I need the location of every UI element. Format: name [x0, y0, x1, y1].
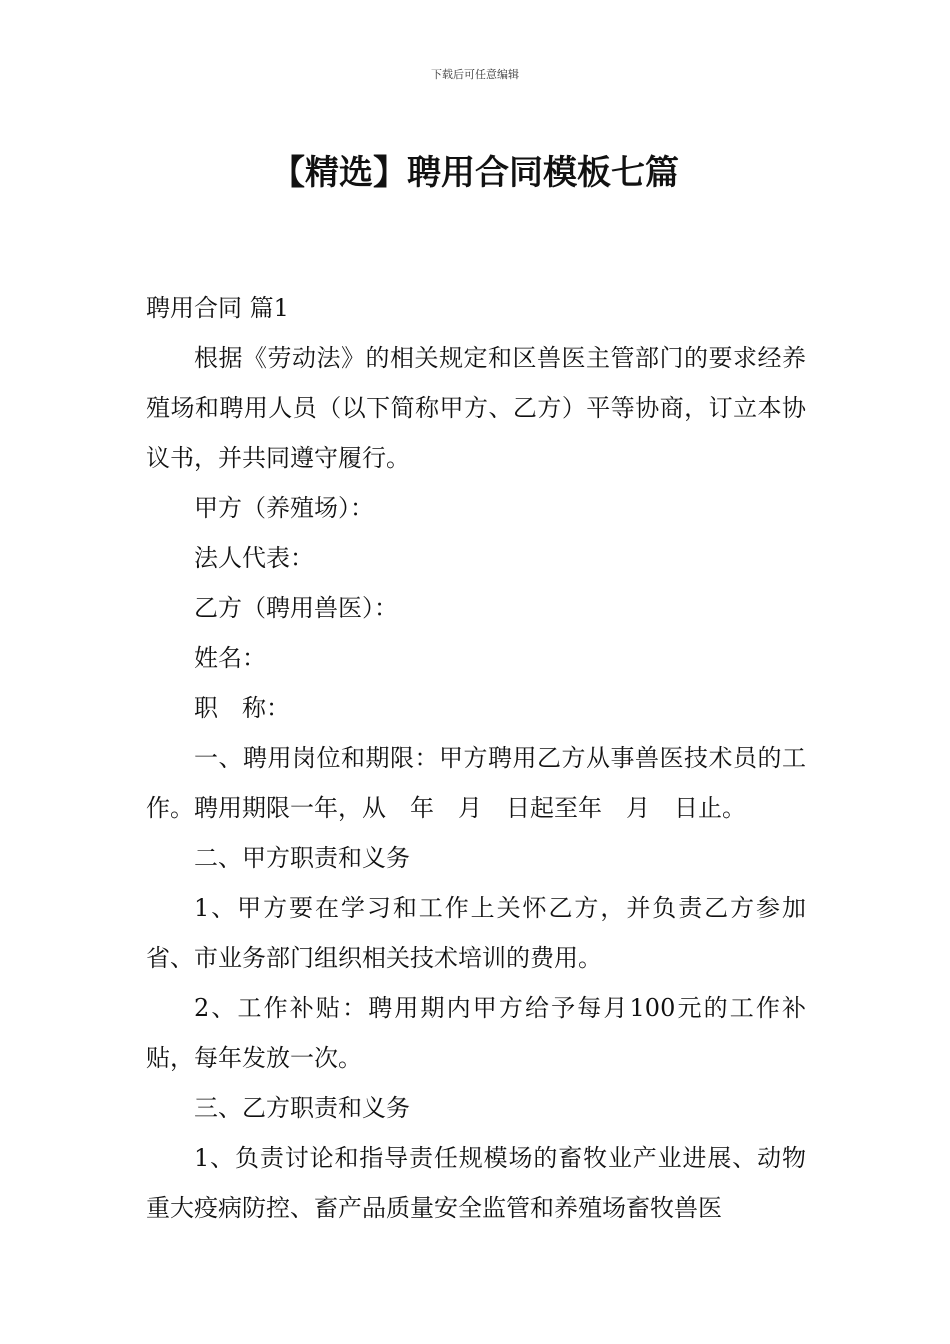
clause-party-a-item-2: 2、工作补贴：聘用期内甲方给予每月100元的工作补贴，每年发放一次。 — [146, 994, 806, 1072]
title-label: 职 称： — [194, 694, 290, 722]
clause-heading-party-b: 三、乙方职责和义务 — [194, 1094, 410, 1122]
document-title: 【精选】聘用合同模板七篇 — [271, 152, 679, 193]
clause-position-term: 一、聘用岗位和期限：甲方聘用乙方从事兽医技术员的工作。聘用期限一年，从 年 月 日起至年 月 日止。 — [146, 744, 806, 822]
clause-heading-party-a: 二、甲方职责和义务 — [194, 844, 410, 872]
header-note: 下载后可任意编辑 — [431, 68, 519, 81]
legal-representative-label: 法人代表： — [194, 544, 314, 572]
section-heading: 聘用合同 篇1 — [146, 294, 289, 322]
paragraph-intro: 根据《劳动法》的相关规定和区兽医主管部门的要求经养殖场和聘用人员（以下简称甲方、乙方）平等协商，订立本协议书，并共同遵守履行。 — [146, 344, 806, 472]
party-b-label: 乙方（聘用兽医）： — [194, 594, 398, 622]
clause-party-b-item-1: 1、负责讨论和指导责任规模场的畜牧业产业进展、动物重大疫病防控、畜产品质量安全监管和养殖场畜牧兽医 — [146, 1144, 806, 1222]
party-a-label: 甲方（养殖场）： — [194, 494, 374, 522]
name-label: 姓名： — [194, 644, 266, 672]
clause-party-a-item-1: 1、甲方要在学习和工作上关怀乙方，并负责乙方参加省、市业务部门组织相关技术培训的费用。 — [146, 894, 806, 972]
document-body — [146, 283, 806, 1233]
